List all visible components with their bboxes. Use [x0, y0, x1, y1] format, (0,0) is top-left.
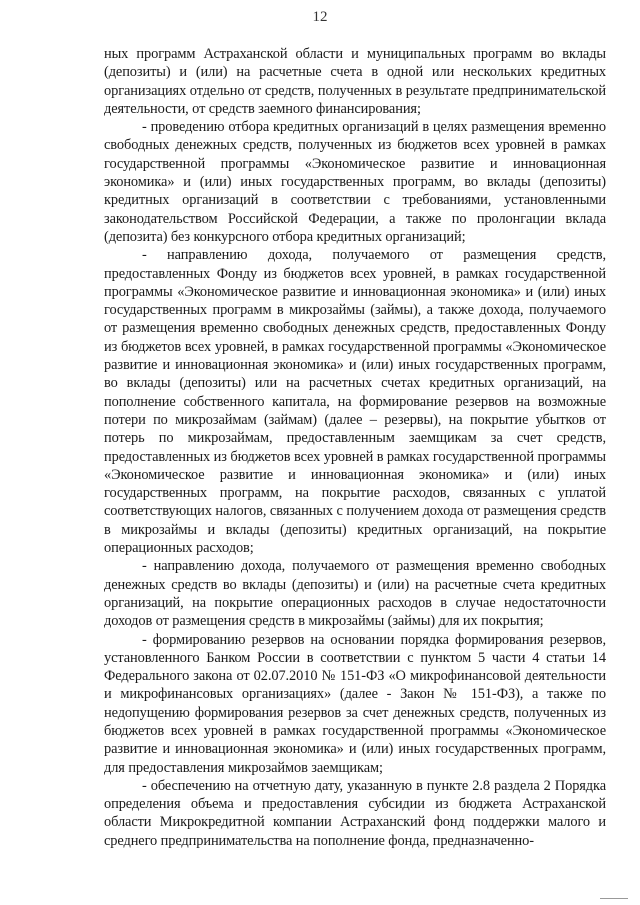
document-body	[104, 45, 606, 850]
page-number: 12	[312, 9, 328, 25]
paragraph-reserves: - формированию резервов на основании порядка формирования резервов, установленного Банком России в соответствии с пунктом 5 части 4 статьи 14 Федерального закона от 02.07.2010 № 151-ФЗ «О микрофинансовой деятельности и микрофинансовых организациях» (далее - Закон № 151-ФЗ), а также по недопущению формирования резервов за счет денежных средств, полученных из бюджетов всех уровней в рамках государственной программы «Экономическое развитие и инновационная экономика» и (или) иных государственных программ, для предоставления микрозаймов заемщикам;	[104, 631, 606, 776]
paragraph-income-direction: - направлению дохода, получаемого от размещения средств, предоставленных Фонду из бюджетов всех уровней, в рамках государственной программы «Экономическое развитие и инновационная экономика» и (или) иных государственных программ в микрозаймы (займы), а также дохода, получаемого от размещения временно свободных денежных средств, предоставленных Фонду из бюджетов всех уровней, в рамках государственной программы «Экономическое развитие и инновационная экономика» и (или) иных государственных программ, во вклады (депозиты) или на расчетных счетах кредитных организаций, на пополнение собственного капитала, на формирование резервов на возможные потери по микрозаймам (займам) (далее – резервы), на покрытие убытков от потерь по микрозаймам, предоставленным заемщикам за счет средств, предоставленных из бюджетов всех уровней в рамках государственной программы «Экономическое развитие и инновационная экономика» и (или) иных государственных программ, на покрытие расходов, связанных с уплатой соответствующих налогов, связанных с получением дохода от размещения средств в микрозаймы и вклады (депозиты) кредитных организаций, на покрытие операционных расходов;	[104, 247, 606, 557]
paragraph-income-operational: - направлению дохода, получаемого от размещения временно свободных денежных средств во вклады (депозиты) и (или) на расчетные счета кредитных организаций, на покрытие операционных расходов в случае недостаточности доходов от размещения средств в микрозаймы (займы) для их покрытия;	[104, 558, 606, 630]
paragraph-credit-selection: - проведению отбора кредитных организаций в целях размещения временно свободных денежных средств, полученных из бюджетов всех уровней в рамках государственной программы «Экономическое развитие и инновационная экономика» и (или) иных государственных программ, во вклады (депозиты) кредитных организаций в соответствии с требованиями, установленными законодательством Российской Федерации, а также по пролонгации вклада (депозита) без конкурсного отбора кредитных организаций;	[104, 119, 606, 245]
paragraph-reporting-date: - обеспечению на отчетную дату, указанную в пункте 2.8 раздела 2 Порядка определения объема и предоставления субсидии из бюджета Астраханской области Микрокредитной компании Астраханский фонд поддержки малого и среднего предпринимательства на пополнение фонда, предназначенно-	[104, 777, 606, 849]
paragraph-continuation: ных программ Астраханской области и муниципальных программ во вклады (депозиты) и (или) на расчетные счета в одной или нескольких кредитных организациях отдельно от средств, полученных в результате предпринимательской деятельности, от средств заемного финансирования;	[104, 46, 606, 117]
scan-artifact	[600, 898, 628, 899]
